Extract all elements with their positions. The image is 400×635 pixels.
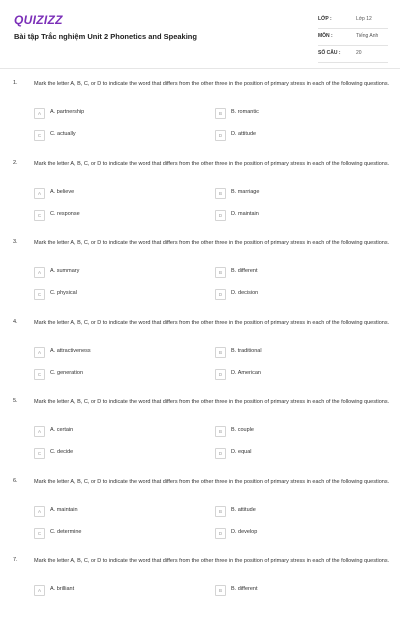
question-item xyxy=(0,476,400,556)
option-text: C. physical xyxy=(50,290,77,296)
question-number: 2. xyxy=(13,159,18,166)
question-item xyxy=(0,317,400,397)
option-letter-box: D xyxy=(215,210,226,221)
question-text: Mark the letter A, B, C, or D to indicate the word that differs from the other three in the position of primary stress in each of the following questions. xyxy=(34,319,390,326)
option-text: D. decision xyxy=(231,290,259,296)
meta-row-class xyxy=(318,13,388,29)
option-letter-box: B xyxy=(215,108,226,119)
option-text: C. generation xyxy=(50,369,84,376)
option-text: B. different xyxy=(231,268,258,274)
option-letter-box: A xyxy=(34,585,45,596)
option-letter-box: B xyxy=(215,347,226,358)
option-text: B. different xyxy=(231,586,258,592)
meta-label: MÔN : xyxy=(318,33,333,39)
option-text: A. summary xyxy=(50,268,80,274)
question-item xyxy=(0,396,400,476)
option-letter-box: B xyxy=(215,267,226,278)
option-letter-box: A xyxy=(34,188,45,199)
meta-panel xyxy=(318,13,388,64)
option-text: A. believe xyxy=(50,188,75,195)
meta-value: Tiếng Anh xyxy=(356,33,379,39)
meta-value: 20 xyxy=(356,50,362,56)
option-text: A. partnership xyxy=(50,109,85,115)
worksheet-header xyxy=(0,0,400,62)
option-letter-box: B xyxy=(215,188,226,199)
option-letter-box: C xyxy=(34,130,45,141)
option-text: D. American xyxy=(231,369,261,376)
meta-label: LỚP : xyxy=(318,16,332,22)
question-number: 5. xyxy=(13,398,18,404)
header-divider xyxy=(0,68,400,69)
quizizz-logo: QUIZIZZ xyxy=(14,13,63,27)
option-text: C. actually xyxy=(50,131,76,137)
option-text: B. marriage xyxy=(231,188,260,195)
option-letter-box: A xyxy=(34,347,45,358)
meta-label: SỐ CÂU : xyxy=(318,50,341,56)
meta-row-count xyxy=(318,47,388,63)
meta-row-subject xyxy=(318,30,388,46)
option-letter-box: B xyxy=(215,426,226,437)
question-item xyxy=(0,78,400,158)
question-text: Mark the letter A, B, C, or D to indicate the word that differs from the other three in the position of primary stress in each of the following questions. xyxy=(34,558,390,564)
option-text: C. decide xyxy=(50,449,74,455)
question-text: Mark the letter A, B, C, or D to indicate the word that differs from the other three in the position of primary stress in each of the following questions. xyxy=(34,240,390,246)
question-text: Mark the letter A, B, C, or D to indicate the word that differs from the other three in the position of primary stress in each of the following questions. xyxy=(34,160,390,167)
option-letter-box: A xyxy=(34,426,45,437)
option-letter-box: C xyxy=(34,528,45,539)
question-number: 7. xyxy=(13,557,18,563)
option-letter-box: C xyxy=(34,448,45,459)
option-text: B. romantic xyxy=(231,109,259,115)
option-text: D. attitude xyxy=(231,131,257,137)
question-text: Mark the letter A, B, C, or D to indicate the word that differs from the other three in the position of primary stress in each of the following questions. xyxy=(34,81,390,87)
option-letter-box: D xyxy=(215,448,226,459)
option-text: D. develop xyxy=(231,528,258,535)
option-letter-box: C xyxy=(34,210,45,221)
option-letter-box: D xyxy=(215,130,226,141)
option-text: A. brilliant xyxy=(50,586,75,592)
option-text: B. couple xyxy=(231,427,254,433)
question-item xyxy=(0,237,400,317)
question-item xyxy=(0,158,400,238)
meta-value: Lớp 12 xyxy=(356,16,372,22)
option-text: B. attitude xyxy=(231,506,256,513)
option-letter-box: A xyxy=(34,506,45,517)
option-letter-box: B xyxy=(215,506,226,517)
question-number: 4. xyxy=(13,318,18,325)
option-letter-box: C xyxy=(34,289,45,300)
option-letter-box: C xyxy=(34,369,45,380)
question-number: 6. xyxy=(13,477,18,484)
page-title: Bài tập Trắc nghiệm Unit 2 Phonetics and Speaking xyxy=(14,32,197,41)
option-letter-box: B xyxy=(215,585,226,596)
option-text: D. maintain xyxy=(231,210,259,217)
option-letter-box: A xyxy=(34,108,45,119)
question-number: 1. xyxy=(13,80,18,86)
option-letter-box: D xyxy=(215,528,226,539)
option-text: A. certain xyxy=(50,427,74,433)
question-number: 3. xyxy=(13,239,18,245)
option-text: C. response xyxy=(50,210,80,217)
option-text: A. attractiveness xyxy=(50,347,91,354)
option-letter-box: A xyxy=(34,267,45,278)
question-item xyxy=(0,555,400,635)
option-text: C. determine xyxy=(50,528,82,535)
option-text: B. traditional xyxy=(231,347,262,354)
option-text: A. maintain xyxy=(50,506,78,513)
option-letter-box: D xyxy=(215,369,226,380)
option-text: D. equal xyxy=(231,449,252,455)
question-list xyxy=(0,78,400,635)
option-letter-box: D xyxy=(215,289,226,300)
question-text: Mark the letter A, B, C, or D to indicate the word that differs from the other three in the position of primary stress in each of the following questions. xyxy=(34,399,390,405)
question-text: Mark the letter A, B, C, or D to indicate the word that differs from the other three in the position of primary stress in each of the following questions. xyxy=(34,478,390,485)
